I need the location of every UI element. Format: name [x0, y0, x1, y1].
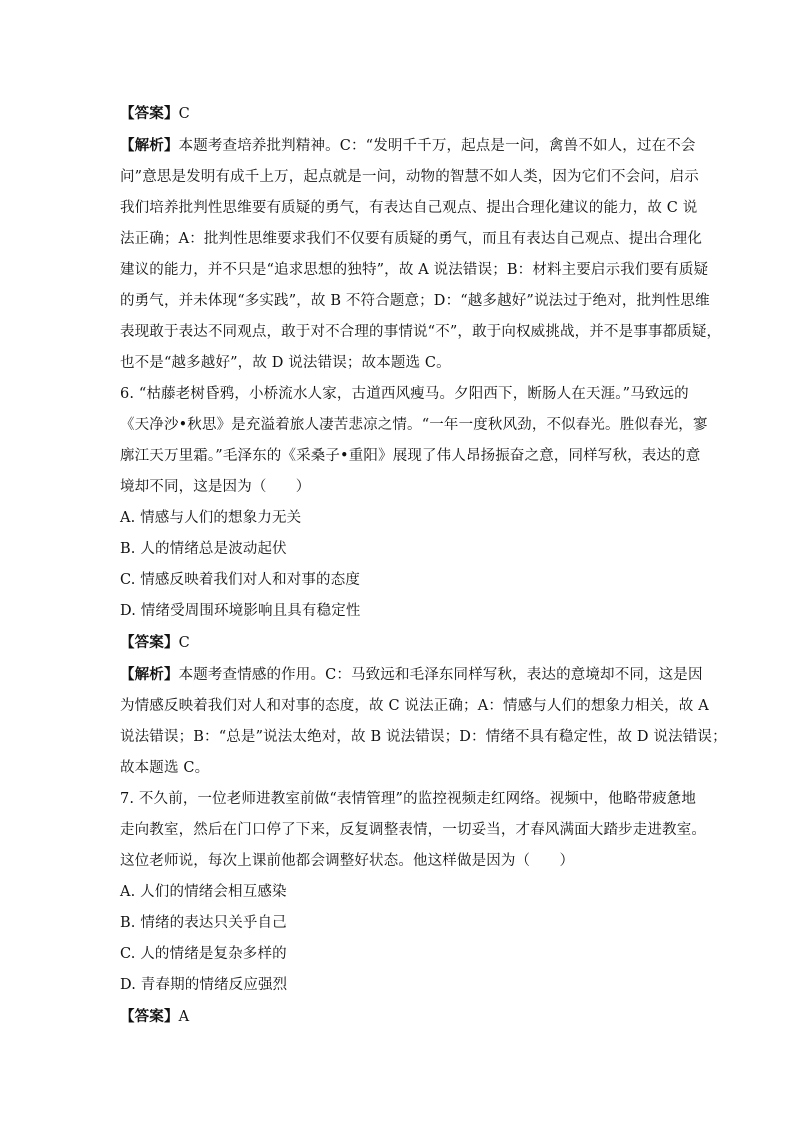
q7-answer [120, 1001, 678, 1033]
analysis-line: 我们培养批判性思维要有质疑的勇气，有表达自己观点、提出合理化建议的能力，故 C 说 [120, 200, 698, 216]
q6-option-b: B. 人的情绪总是波动起伏 [120, 541, 287, 557]
q6-option-d: D. 情绪受周围环境影响且具有稳定性 [120, 603, 361, 619]
analysis-line: 【解析】本题考查培养批判精神。C：“发明千千万，起点是一问，禽兽不如人，过在不会 [120, 137, 696, 154]
question-line: 7. 不久前，一位老师进教室前做“表情管理”的监控视频走红网络。视频中，他略带疲惫地 [120, 791, 697, 807]
analysis-line: 故本题选 C。 [120, 760, 210, 776]
analysis-line: 表现敢于表达不同观点，敢于对不合理的事情说“不”，敢于向权威挑战，并不是事事都质疑， [120, 324, 722, 340]
question-line: 这位老师说，每次上课前他都会调整好状态。他这样做是因为（ ） [120, 853, 575, 869]
question-line: 廓江天万里霜。”毛泽东的《采桑子•重阳》展现了伟人昂扬振奋之意，同样写秋，表达的意 [120, 448, 701, 464]
answer-label: 【答案】 [120, 634, 179, 651]
document-page [120, 98, 727, 1033]
answer-value: C [178, 106, 190, 122]
q7-stem [120, 784, 706, 877]
q7-option-d: D. 青春期的情绪反应强烈 [120, 977, 288, 993]
analysis-line: 法正确；A：批判性思维要求我们不仅要有质疑的勇气，而且有表达自己观点、提出合理化 [120, 231, 702, 247]
analysis-line: 的勇气，并未体现“多实践”，故 B 不符合题意；D：“越多越好”说法过于绝对，批判性思维 [120, 293, 710, 309]
analysis-line: 为情感反映着我们对人和对事的态度，故 C 说法正确；A：情感与人们的想象力相关，故 A [120, 698, 709, 714]
q6-option-c: C. 情感反映着我们对人和对事的态度 [120, 572, 360, 588]
q6-answer [120, 627, 678, 659]
analysis-line: 【解析】本题考查情感的作用。C：马致远和毛泽东同样写秋，表达的意境却不同，这是因 [120, 666, 703, 683]
q7-option-b: B. 情绪的表达只关乎自己 [120, 915, 287, 931]
q6-analysis [120, 659, 727, 784]
analysis-label: 【解析】 [120, 666, 179, 683]
answer-label: 【答案】 [120, 105, 179, 122]
q5-answer [120, 98, 678, 130]
question-line: 走向教室，然后在门口停了下来，反复调整表情，一切妥当，才春风满面大踏步走进教室。 [120, 822, 706, 838]
answer-label: 【答案】 [120, 1008, 179, 1025]
answer-value: C [178, 635, 190, 651]
q7-option-a: A. 人们的情绪会相互感染 [120, 884, 287, 900]
question-line: 境却不同，这是因为（ ） [120, 479, 311, 495]
q6-stem [120, 379, 708, 503]
question-line: 6. “枯藤老树昏鸦，小桥流水人家，古道西风瘦马。夕阳西下，断肠人在天涯。”马致远的 [120, 386, 689, 402]
answer-value: A [178, 1009, 190, 1025]
question-line: 《天净沙•秋思》是充溢着旅人凄苦悲凉之情。“一年一度秋风劲，不似春光。胜似春光，寥 [120, 417, 708, 433]
q6-option-a: A. 情感与人们的想象力无关 [120, 510, 302, 526]
analysis-line: 说法错误；B：“总是”说法太绝对，故 B 说法错误；D：情绪不具有稳定性，故 D 说法错误； [120, 729, 727, 745]
analysis-line: 也不是“越多越好”，故 D 说法错误；故本题选 C。 [120, 355, 451, 371]
analysis-line: 建议的能力，并不只是“追求思想的独特”，故 A 说法错误；B：材料主要启示我们要有质疑 [120, 262, 709, 278]
analysis-label: 【解析】 [120, 137, 179, 154]
analysis-line: 问”意思是发明有成千上万，起点就是一问，动物的智慧不如人类，因为它们不会问，启示 [120, 169, 699, 185]
q7-option-c: C. 人的情绪是复杂多样的 [120, 946, 287, 962]
q5-analysis [120, 130, 722, 379]
